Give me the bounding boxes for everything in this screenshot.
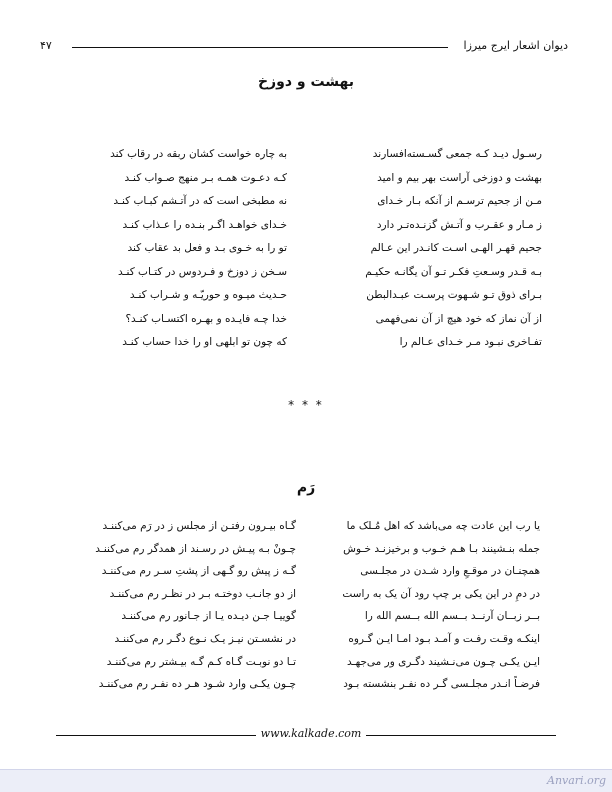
hemistich-first: بـه قـدر وسـعتِ فکـر تـو آن یگانـه حکیـم (365, 265, 542, 278)
footer-rule-right (366, 735, 556, 736)
hemistich-second: گـاه بیـرون رفتـن از مجلس ز در رَم می‌کننـد (102, 520, 296, 532)
hemistich-second: چـون یکـی وارد شـود هـر ده نفـر رم می‌کننـد (98, 678, 296, 691)
verse (82, 168, 542, 192)
hemistich-first: تفـاخری نبـود مـر خـدای عـالم را (399, 336, 542, 348)
hemistich-second: در نشسـتن نیـز یـک نـوع دگـر رم می‌کننـد (114, 632, 296, 645)
hemistich-first: یا رب این عادت چه می‌باشد که اهل مُـلک ما (346, 520, 540, 532)
hemistich-second: چـونْ بـه پیـش در رسـند از همدگر رم می‌کننـد (95, 542, 296, 555)
hemistich-first: بـرای ذوق تـو شـهوت پرسـت عبـدالبطن (366, 289, 542, 301)
verse (82, 215, 542, 239)
verse (82, 144, 542, 168)
hemistich-second: که چون تو ابلهی او را خدا حساب کنـد (122, 336, 287, 348)
verse (72, 561, 540, 584)
section-separator: * * * (288, 398, 324, 412)
bottom-bar (0, 769, 612, 792)
verse (82, 238, 542, 262)
hemistich-second: از دو جانـب دوختـه بـر در نظـر رم می‌کننـد (109, 587, 296, 600)
hemistich-second: گوییـا جـن دیـده یـا از جـانور رم می‌کننـد (121, 610, 296, 623)
verse (72, 516, 540, 539)
hemistich-second: کـه دعـوت همـه بـر منهج صـواب کنـد (124, 171, 287, 184)
page-number: ۴۷ (40, 39, 52, 52)
verse (82, 262, 542, 286)
hemistich-first: ز مـار و عقـرب و آتـش گزنـده‌تـر دارد (376, 218, 542, 231)
hemistich-first: مـن از جحیم ترسـم از آنکه بـار خـدای (377, 195, 542, 207)
page-footer (56, 726, 556, 742)
hemistich-first: جحیم قهـر الهـی اسـت کانـدر این عـالم (370, 242, 542, 254)
hemistich-first: جمله بنـشینند بـا هـم خـوب و برخیزنـد خـوش (343, 542, 540, 555)
poem-title-ram: رَم (296, 480, 316, 496)
verse (82, 191, 542, 215)
verse (72, 606, 540, 629)
hemistich-first: فرضـاً انـدر مجلـسی گـر ده نفـر بنشسته بـود (343, 678, 540, 691)
verse (72, 584, 540, 607)
header-title: دیوان اشعار ایرج میرزا (463, 39, 568, 52)
hemistich-first: در دمِ در این یکی بر چپ رود آن یک به راست (342, 587, 540, 600)
verse (82, 285, 542, 309)
hemistich-second: سـخن ز دوزخ و فـردوس در کتـاب کنـد (117, 265, 287, 278)
hemistich-first: بــر زبــان آرنــد بــسم الله بــسم الله را (364, 610, 540, 623)
hemistich-second: تو را به خـوی بـد و فعل بد عقاب کند (127, 242, 287, 254)
hemistich-first: ایـن یکـی چـون می‌نـشیند دگـری ور می‌جهـد (347, 655, 540, 668)
hemistich-second: خـدای خواهـد اگـر بنـده را عـذاب کنـد (122, 218, 287, 231)
footer-rule-left (56, 735, 256, 736)
verse (72, 652, 540, 675)
hemistich-first: از آن نماز که خود هیچ از آن نمی‌فهمی (375, 312, 542, 325)
hemistich-first: اینکـه وقـت رفـت و آمـد بـود امـا ایـن گـروه (348, 632, 540, 645)
hemistich-second: نه مطبخی است که در آتـشم کبـاب کنـد (113, 195, 287, 207)
hemistich-second: خدا چـه فایـده و بهـره اکتسـاب کنـد؟ (125, 312, 287, 325)
verse (82, 309, 542, 333)
hemistich-first: بهشت و دوزخی آراست بهر بیم و امید (377, 171, 542, 184)
poem-title-heaven-hell: بهشت و دوزخ (257, 74, 355, 90)
hemistich-second: حـدیث میـوه و حوریّـه و شـراب کنـد (129, 289, 287, 301)
poem-ram (72, 516, 540, 697)
verse (82, 332, 542, 356)
hemistich-second: به چاره خواست کشان ربقه در رقاب کند (110, 148, 287, 160)
watermark: Anvari.org (547, 774, 606, 787)
hemistich-second: تـا دو نوبـت گـاه کـم گـه بیـشتر رم می‌کننـد (106, 655, 296, 668)
hemistich-second: گـه ز پیش رو گـهی از پشتِ سـر رم می‌کننـد (101, 565, 296, 578)
verse (72, 674, 540, 697)
header-rule (72, 47, 448, 48)
hemistich-first: رسـول دیـد کـه جمعی گسـسته‌افسارند (372, 148, 542, 160)
hemistich-first: همچنـان در موقـعِ وارد شـدن در مجلـسی (360, 565, 540, 578)
verse (72, 629, 540, 652)
verse (72, 539, 540, 562)
poem-heaven-hell (82, 144, 542, 356)
page-header (40, 38, 568, 58)
footer-website: www.kalkade.com (260, 727, 362, 740)
